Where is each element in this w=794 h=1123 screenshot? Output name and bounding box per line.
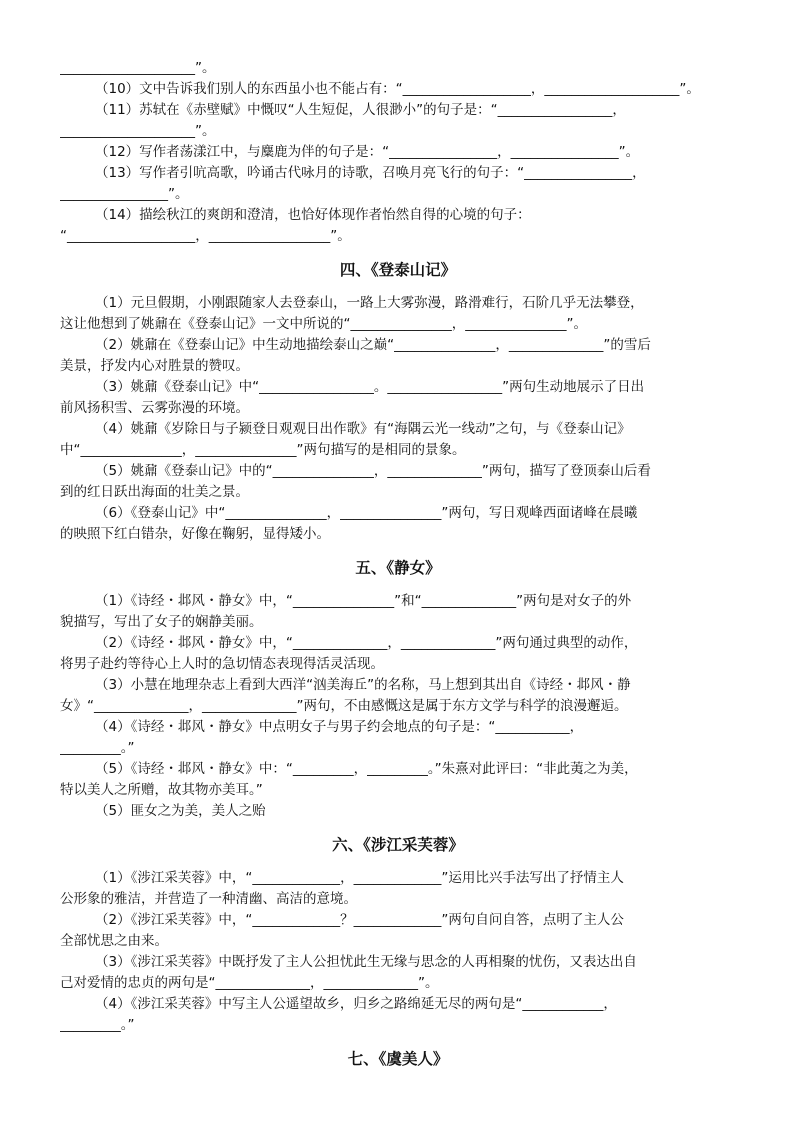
section-6-title: 六、《涉江采芙蓉》 [332,836,464,854]
question-line: （3）《涉江采芙蓉》中既抒发了主人公担忧此生无缘与思念的人再相聚的忧伤，又表达出自 [95,954,637,970]
question-line: （1）《诗经・邶风・静女》中，“_______________”和“______________”两句是对女子的外 [95,593,632,609]
question-line: （6）《登泰山记》中“_______________，_______________”两句，写日观峰西面诸峰在晨曦 [95,505,638,521]
question-line: 的映照下红白错杂，好像在鞠躬，显得矮小。 [60,526,330,542]
question-line: （13）写作者引吭高歌，吟诵古代咏月的诗歌，召唤月亮飞行的句子：“________________， [95,165,646,181]
section-4-questions [60,293,736,545]
question-line: 全部忧思之由来。 [60,933,168,949]
question-line: “___________________，__________________”。 [60,228,351,244]
question-line: （5）匪女之为美，美人之贻 [95,803,266,819]
section-4-title: 四、《登泰山记》 [339,261,457,279]
question-line: 美景，抒发内心对胜景的赞叹。 [60,358,249,374]
question-line: ________________”。 [60,186,189,202]
question-line: 己对爱情的忠贞的两句是“______________，______________”。 [60,975,439,991]
section-3-tail [60,58,736,247]
question-line: ____________________”。 [60,60,216,76]
question-line: （2）《诗经・邶风・静女》中，“______________，______________”两句通过典型的动作， [95,635,638,651]
question-line: 貌描写，写出了女子的娴静美丽。 [60,614,263,630]
question-line: 前风扬积雪、云雾弥漫的环境。 [60,400,249,416]
question-line: （4）《涉江采芙蓉》中写主人公遥望故乡，归乡之路绵延无尽的两句是“____________， [95,996,617,1012]
question-line: ____________________”。 [60,123,216,139]
question-line: （2）姚鼐在《登泰山记》中生动地描绘泰山之巅“_______________，______________”的雪后 [95,337,651,353]
worksheet-page [60,58,736,1082]
question-line: _________。” [60,1017,135,1033]
question-line: （10）文中告诉我们别人的东西虽小也不能占有：“___________________，____________________”。 [95,81,700,97]
question-line: 女》“______________，______________”两句，不由感慨这是属于东方文学与科学的浪漫邂逅。 [60,698,628,714]
question-line: _________。” [60,740,135,756]
question-line: 这让他想到了姚鼐在《登泰山记》一文中所说的“_______________，_______________”。 [60,316,587,332]
question-line: （2）《涉江采芙蓉》中，“_____________？_____________”两句自问自答，点明了主人公 [95,912,624,928]
question-line: （1）元旦假期，小刚跟随家人去登泰山，一路上大雾弥漫，路滑难行，石阶几乎无法攀登， [95,295,644,311]
question-line: （5）姚鼐《登泰山记》中的“_______________，______________”两句，描写了登顶泰山后看 [95,463,651,479]
question-line: （14）描绘秋江的爽朗和澄清，也恰好体现作者怡然自得的心境的句子： [95,207,531,223]
question-line: 将男子赴约等待心上人时的急切情态表现得活灵活现。 [60,656,384,672]
question-line: 特以美人之所赠，故其物亦美耳。” [60,782,263,798]
question-line: （12）写作者荡漾江中，与麋鹿为伴的句子是：“________________，________________”。 [95,144,640,160]
section-7-title: 七、《虞美人》 [347,1050,449,1068]
section-5-questions [60,591,736,822]
question-line: 公形象的雅洁，并营造了一种清幽、高洁的意境。 [60,891,357,907]
question-line: （4）《诗经・邶风・静女》中点明女子与男子约会地点的句子是：“___________， [95,719,584,735]
question-line: （11）苏轼在《赤壁赋》中慨叹“人生短促，人很渺小”的句子是：“_________________， [95,102,626,118]
question-line: （5）《诗经・邶风・静女》中：“_________，_________。”朱熹对此评曰：“非此荑之为美， [95,761,638,777]
section-6-questions [60,868,736,1036]
question-line: 到的红日跃出海面的壮美之景。 [60,484,249,500]
question-line: （3）姚鼐《登泰山记》中“_________________。_________________”两句生动地展示了日出 [95,379,645,395]
question-line: 中“_______________，_______________”两句描写的是相同的景象。 [60,442,466,458]
question-line: （1）《涉江采芙蓉》中，“_____________，_____________”运用比兴手法写出了抒情主人 [95,870,624,886]
question-line: （4）姚鼐《岁除日与子颍登日观观日出作歌》有“海隅云光一线动”之句，与《登泰山记》 [95,421,631,437]
question-line: （3）小慧在地理杂志上看到大西洋“汹美海丘”的名称，马上想到其出自《诗经・邶风・静 [95,677,631,693]
section-5-title: 五、《静女》 [355,559,441,577]
